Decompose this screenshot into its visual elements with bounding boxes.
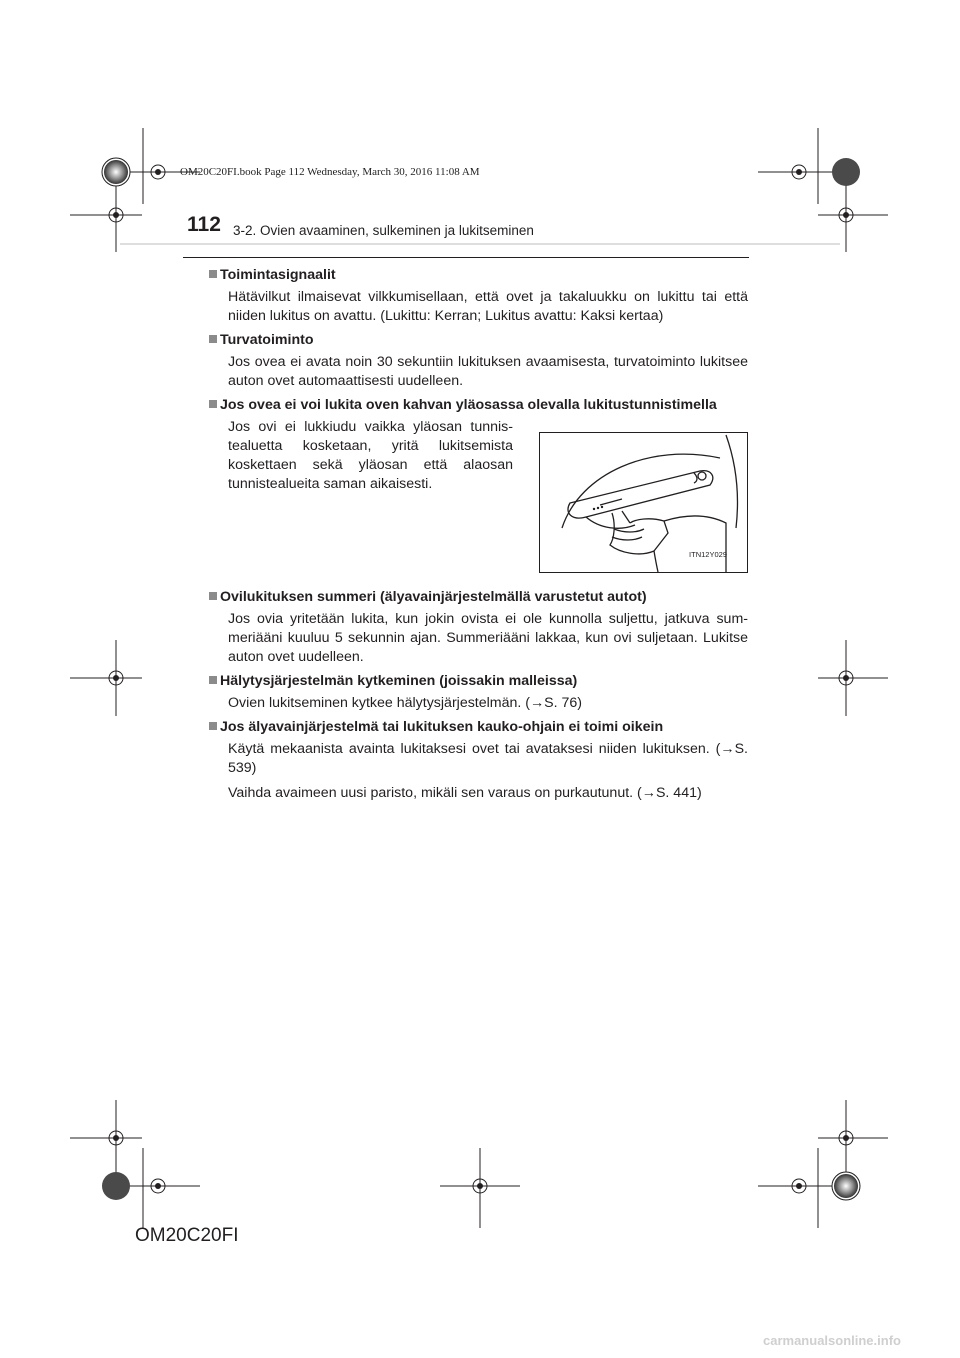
section-paragraph: Ovien lukitseminen kytkee hälytysjärjestelmän. (→S. 76) xyxy=(228,695,583,711)
section-paragraph: Jos ovi ei lukkiudu vaikka yläosan tunnis- tealuetta kosketaan, yritä lukitsemista koskettaen sekä yläosan että alaosan tunnistealueita saman aikaisesti. xyxy=(228,419,513,492)
header-rule xyxy=(183,257,749,258)
section-heading: Hälytysjärjestelmän kytkeminen (joissakin malleissa) xyxy=(210,672,748,691)
page-number: 112 xyxy=(187,213,221,236)
square-bullet-icon xyxy=(209,335,217,343)
section-toimintasignaalit xyxy=(210,266,748,326)
section-heading: Toimintasignaalit xyxy=(210,266,748,285)
section-heading: Ovilukituksen summeri (älyavainjärjestelmällä varustetut autot) xyxy=(210,588,748,607)
section-title: 3-2. Ovien avaaminen, sulkeminen ja lukitseminen xyxy=(233,223,534,238)
section-paragraph: Hätävilkut ilmaisevat vilkkumisellaan, että ovet ja takaluukku on lukittu tai että niiden lukitus on avattu. (Lukittu: Kerran; Lukitus avattu: Kaksi kertaa) xyxy=(228,289,748,324)
section-heading: Jos älyavainjärjestelmä tai lukituksen kauko-ohjain ei toimi oikein xyxy=(210,718,748,737)
section-paragraph: Jos ovea ei avata noin 30 sekuntiin lukituksen avaamisesta, turvatoiminto lukitsee auton ovet automaattisesti uudelleen. xyxy=(228,354,748,389)
section-lock-sensor xyxy=(210,396,748,583)
section-paragraph: Jos ovia yritetään lukita, kun jokin ovista ei ole kunnolla suljettu, jatkuva sum- meriääni kuuluu 5 sekunnin ajan. Summeriääni lakkaa, kun ovi suljetaan. Lukitse auton ovet uudelleen. xyxy=(228,611,748,665)
section-paragraph: Käytä mekaanista avainta lukitaksesi ovet tai avataksesi niiden lukituksen. (→S. 539) xyxy=(228,741,748,776)
section-summeri xyxy=(210,588,748,667)
watermark: carmanualsonline.info xyxy=(763,1333,901,1348)
footer-code: OM20C20FI xyxy=(135,1225,239,1246)
square-bullet-icon xyxy=(209,400,217,408)
door-handle-illustration xyxy=(539,432,748,573)
square-bullet-icon xyxy=(209,592,217,600)
section-heading: Jos ovea ei voi lukita oven kahvan yläosassa olevalla lukitustunnistimella xyxy=(210,396,748,415)
figure-caption: ITN12Y029 xyxy=(689,550,727,559)
square-bullet-icon xyxy=(209,722,217,730)
square-bullet-icon xyxy=(209,676,217,684)
section-halytys xyxy=(210,672,748,713)
section-turvatoiminto xyxy=(210,331,748,391)
section-alyavain xyxy=(210,718,748,803)
book-info: OM20C20FI.book Page 112 Wednesday, March 30, 2016 11:08 AM xyxy=(180,166,480,178)
section-paragraph: Vaihda avaimeen uusi paristo, mikäli sen varaus on purkautunut. (→S. 441) xyxy=(228,785,702,801)
section-heading: Turvatoiminto xyxy=(210,331,748,350)
main-content xyxy=(210,266,748,808)
square-bullet-icon xyxy=(209,270,217,278)
